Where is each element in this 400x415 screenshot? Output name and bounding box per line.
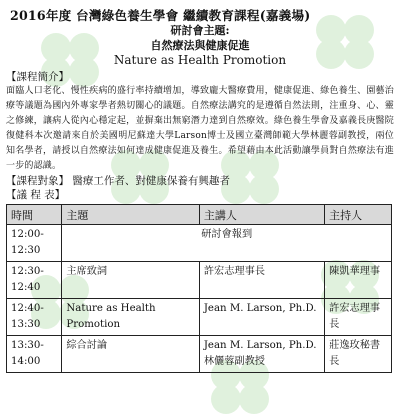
cell-topic: 綜合討論: [62, 336, 199, 373]
seminar-theme-zh: 自然療法與健康促進: [150, 39, 250, 52]
cell-speaker: Jean M. Larson, Ph.D. 林儷蓉副教授: [199, 336, 324, 373]
cell-topic: 主席致詞: [62, 262, 199, 299]
schedule-header-row: [7, 205, 392, 225]
audience-line: [6, 174, 394, 188]
column-header-time: 時間: [7, 205, 62, 225]
table-row: [7, 299, 392, 336]
cell-speaker: Jean M. Larson, Ph.D.: [199, 299, 324, 336]
cell-topic: Nature as Health Promotion: [62, 299, 199, 336]
schedule-table: [6, 204, 392, 373]
schedule-heading: 【議 程 表】: [6, 189, 66, 201]
cell-speaker: 許宏志理事長: [199, 262, 324, 299]
cell-time: 12:40- 13:30: [7, 299, 62, 336]
cell-time: 12:30- 12:40: [7, 262, 62, 299]
cell-host: 許宏志理事長: [325, 299, 392, 336]
intro-heading: 【課程簡介】: [6, 71, 69, 83]
cell-host: 莊逸玫秘書長: [325, 336, 392, 373]
column-header-topic: 主題: [62, 205, 199, 225]
table-row: [7, 225, 392, 262]
intro-body: 面臨人口老化、慢性疾病的盛行率持續增加，導致龐大醫療費用，健康促進、綠色養生、園藝治療等議題為國內外專家學者熱切關心的議題。自然療法講究的是遵循自然法則，注重身、心、靈之修練，讓病人從內心穩定起，並摒棄出無窮潛力達到自然療效。綠色養生學會及嘉義長庚醫院復健科本次邀請來自於美國明尼蘇達大學Larson博士及國立臺灣師範大學林麗蓉副教授，兩位知名學者，請授以自然療法如何達成健康促進及養生。希望藉由本此活動讓學員對自然療法有進一步的認識。: [6, 86, 394, 171]
document-title: 2016年度 台灣綠色養生學會 繼續教育課程(嘉義場): [10, 8, 311, 23]
table-row: [7, 336, 392, 373]
seminar-label: 研討會主題:: [170, 24, 230, 37]
cell-topic: 研討會報到: [62, 225, 392, 262]
table-row: [7, 262, 392, 299]
audience-heading: 【課程對象】: [6, 175, 69, 187]
seminar-theme-en: Nature as Health Promotion: [113, 53, 287, 67]
audience-text: 醫療工作者、對健康保養有興趣者: [72, 175, 230, 187]
cell-host: 陳凱華理事: [325, 262, 392, 299]
cell-time: 13:30- 14:00: [7, 336, 62, 373]
column-header-host: 主持人: [325, 205, 392, 225]
cell-time: 12:00- 12:30: [7, 225, 62, 262]
column-header-speaker: 主講人: [199, 205, 324, 225]
